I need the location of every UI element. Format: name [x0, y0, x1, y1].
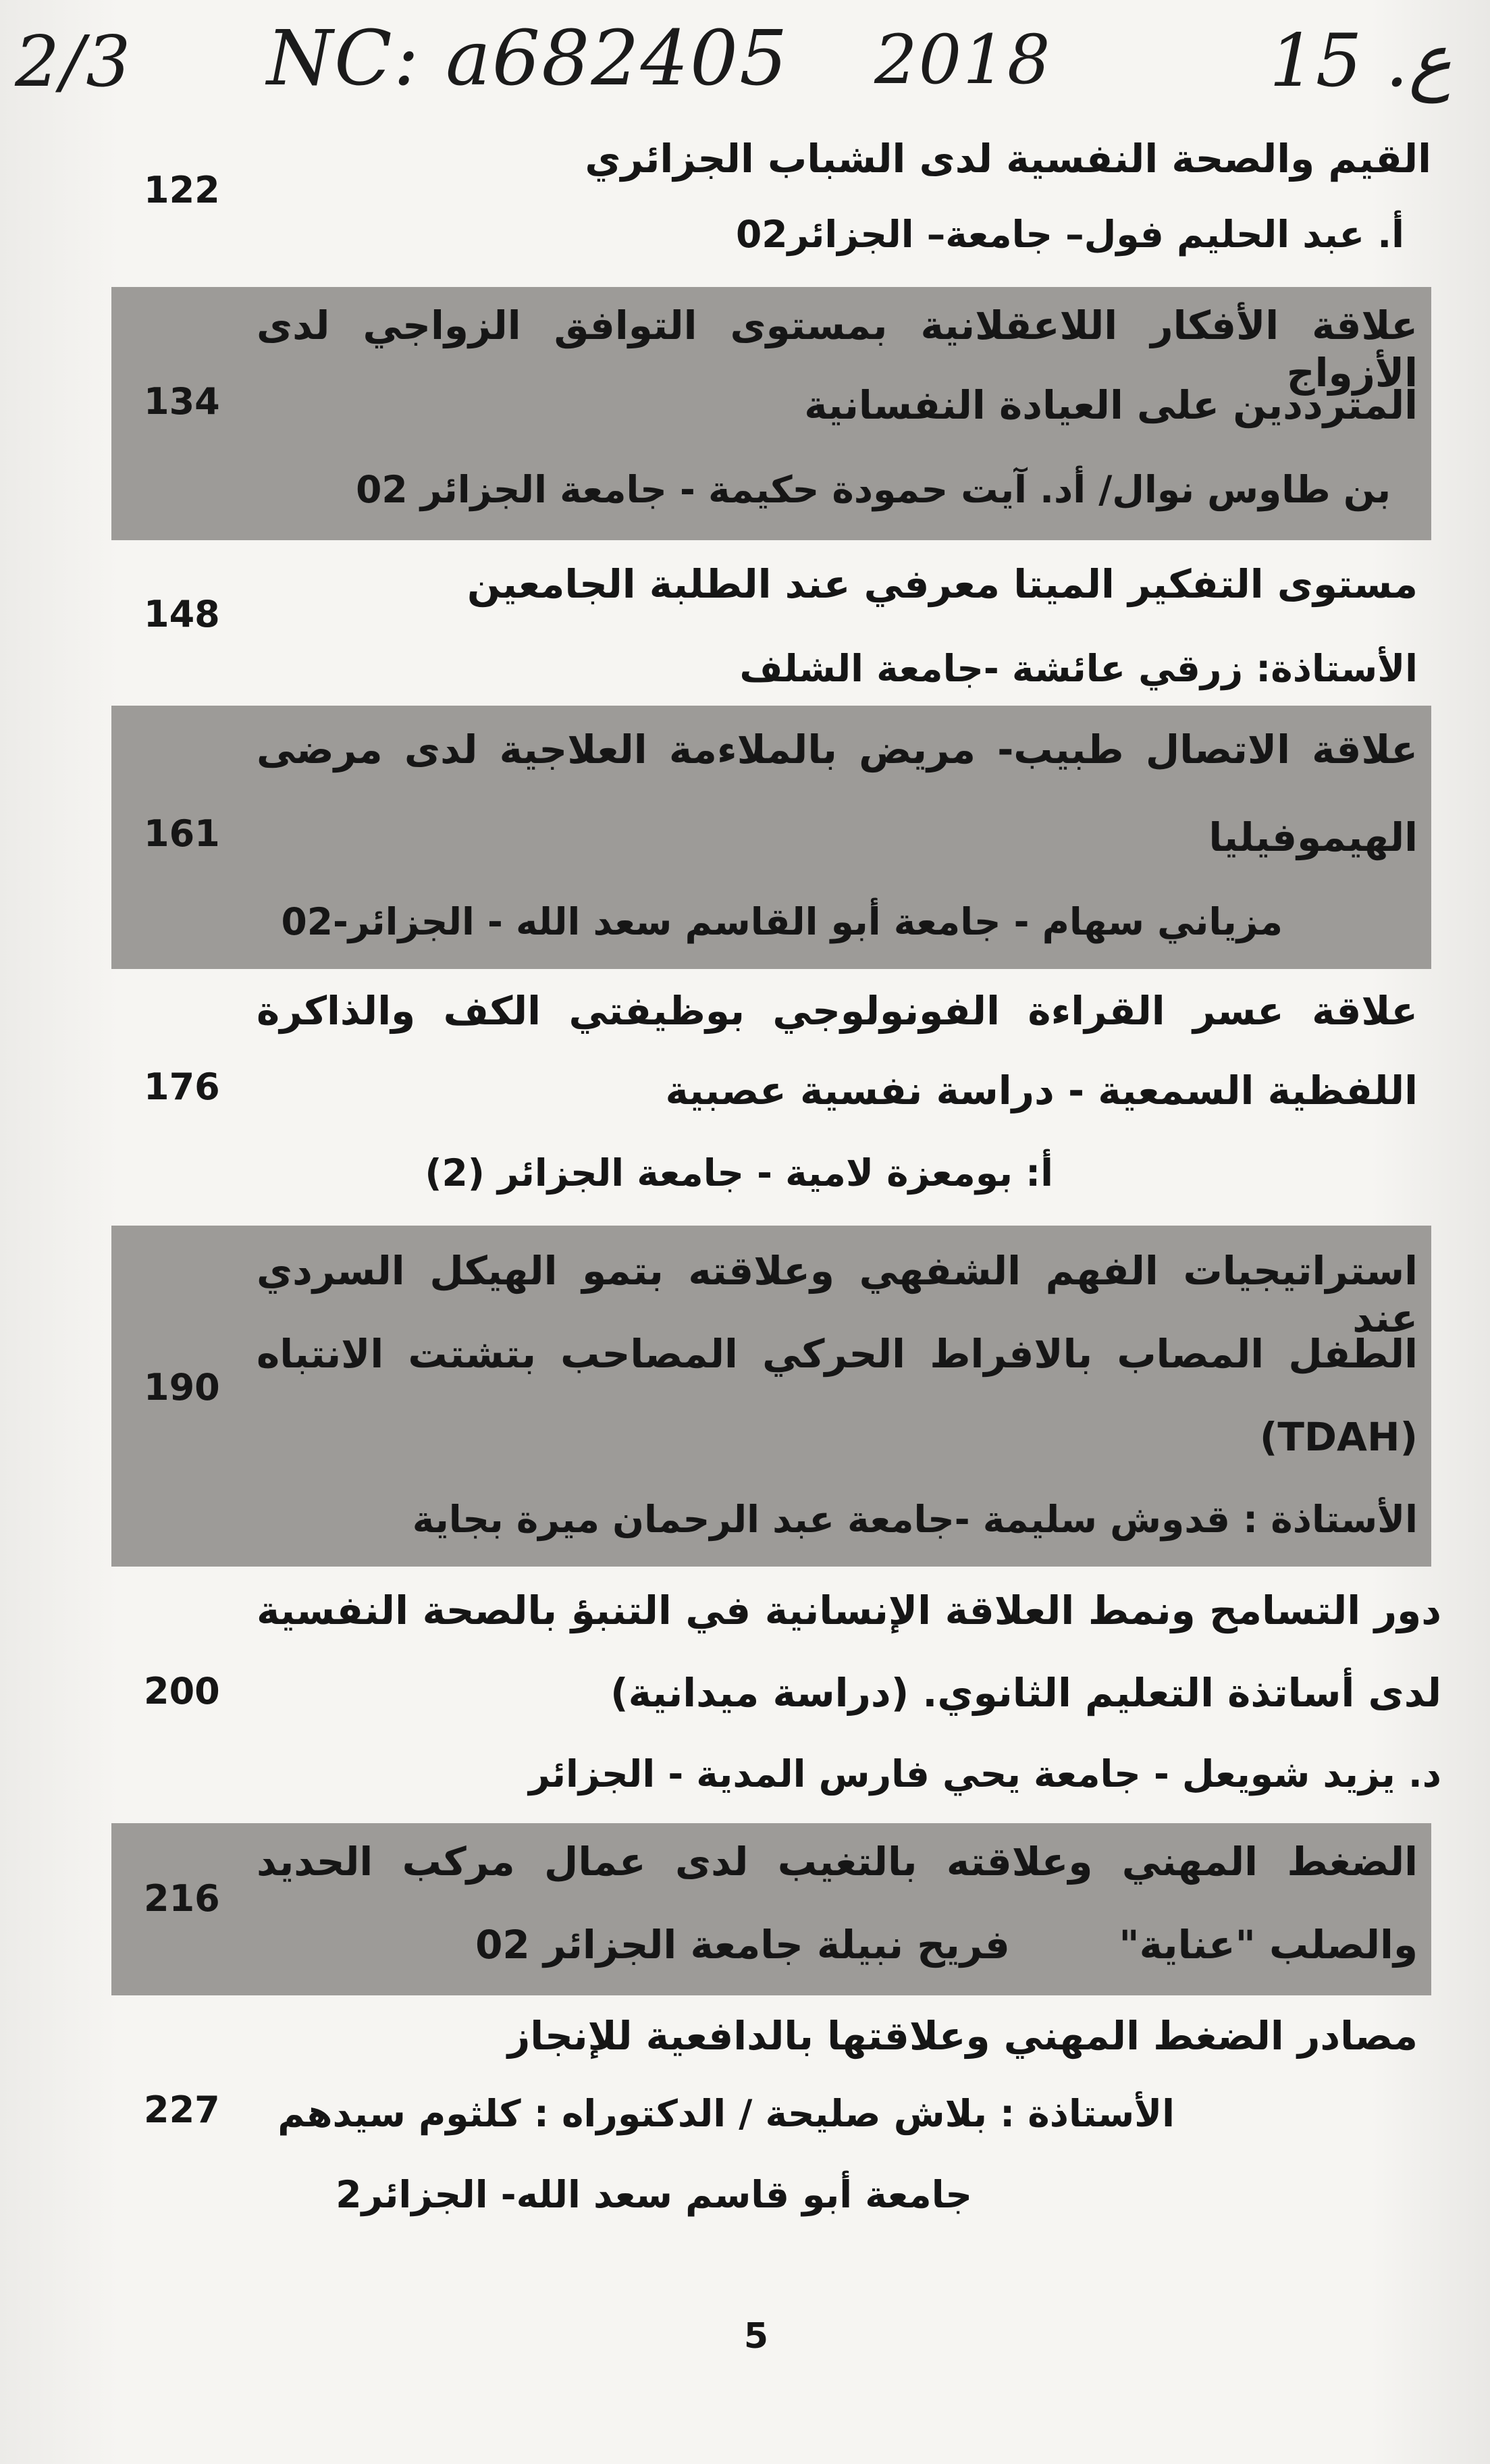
handwritten-mark-right: ع. 15	[1269, 19, 1452, 103]
page-ref: 148	[144, 593, 220, 635]
entry-author: الأستاذة : بلاش صليحة / الدكتوراه : كلثوم سيدهم	[277, 2092, 1175, 2135]
entry-title-line: استراتيجيات الفهم الشفهي وعلاقته بتمو الهيكل السردي عند	[257, 1248, 1418, 1341]
entry-title-line: دور التسامح ونمط العلاقة الإنسانية في التنبؤ بالصحة النفسية	[257, 1588, 1441, 1633]
entry-author: أ: بومعزة لامية - جامعة الجزائر (2)	[425, 1151, 1053, 1195]
entry-text	[257, 1573, 1441, 1816]
entry-title-line: علاقة الأفكار اللاعقلانية بمستوى التوافق الزواجي لدى الأزواج	[257, 303, 1418, 396]
page-ref: 200	[144, 1670, 220, 1712]
entry-title-line: والصلب "عناية" فريح نبيلة جامعة الجزائر 02	[475, 1922, 1418, 1968]
page-ref: 227	[144, 2089, 220, 2131]
entry-author: مزياني سهام - جامعة أبو القاسم سعد الله - الجزائر-02	[281, 900, 1283, 943]
page-ref: 134	[144, 380, 220, 423]
toc-entry	[111, 547, 1431, 702]
toc-entry	[111, 2002, 1431, 2245]
page-ref: 122	[144, 169, 220, 211]
entry-title-line: الهيموفيليا	[1208, 814, 1418, 860]
entry-text	[257, 972, 1418, 1222]
entry-text	[257, 706, 1418, 969]
toc-entry	[111, 1573, 1441, 1816]
entry-title-line: الطفل المصاب بالافراط الحركي المصاحب بتشتت الانتباه	[257, 1331, 1418, 1377]
entry-text	[257, 1823, 1418, 1995]
toc-entry	[111, 128, 1431, 280]
entry-title-line: لدى أساتذة التعليم الثانوي. (دراسة ميدانية)	[610, 1670, 1441, 1716]
toc-entry	[111, 1226, 1431, 1567]
toc-entry	[111, 1823, 1431, 1995]
entry-title-line: مستوى التفكير الميتا معرفي عند الطلبة الجامعين	[467, 561, 1418, 607]
entry-title-line: المترددين على العيادة النفسانية	[804, 382, 1418, 428]
handwritten-year: 2018	[874, 20, 1052, 99]
entry-text	[257, 1226, 1418, 1567]
entry-text	[257, 287, 1418, 540]
page-ref: 190	[144, 1366, 220, 1409]
page-ref: 216	[144, 1877, 220, 1920]
entry-author: أ. عبد الحليم فول– جامعة– الجزائر02	[735, 213, 1404, 256]
entry-title-line: القيم والصحة النفسية لدى الشباب الجزائري	[585, 136, 1431, 182]
toc-entry	[111, 287, 1431, 540]
entry-title-line: علاقة عسر القراءة الفونولوجي بوظيفتي الكف والذاكرة	[257, 988, 1418, 1034]
entry-author: د. يزيد شويعل - جامعة يحي فارس المدية - الجزائر	[529, 1752, 1441, 1795]
entry-author: الأستاذة: زرقي عائشة -جامعة الشلف	[739, 647, 1418, 690]
entry-text	[257, 2002, 1418, 2245]
entry-text	[257, 128, 1431, 280]
entry-author-affiliation: جامعة أبو قاسم سعد الله- الجزائر2	[336, 2173, 972, 2216]
entry-title-line: (TDAH)	[1259, 1414, 1418, 1460]
entry-text	[257, 547, 1418, 702]
toc-entry	[111, 972, 1431, 1222]
entry-title-line: اللفظية السمعية - دراسة نفسية عصبية	[665, 1068, 1418, 1113]
entry-author: بن طاوس نوال/ أد. آيت حمودة حكيمة - جامعة الجزائر 02	[356, 468, 1391, 511]
handwritten-mark-left: 2/3	[15, 20, 132, 103]
toc-entry	[111, 706, 1431, 969]
entry-title-line: علاقة الاتصال طبيب- مريض بالملاءمة العلاجية لدى مرضى	[257, 727, 1418, 772]
entry-author: الأستاذة : قدوش سليمة -جامعة عبد الرحمان ميرة بجاية	[412, 1498, 1418, 1541]
entry-title-line: الضغط المهني وعلاقته بالتغيب لدى عمال مركب الحديد	[257, 1839, 1418, 1885]
page-number: 5	[743, 2316, 769, 2357]
page-ref: 176	[144, 1066, 220, 1108]
entry-title-line: مصادر الضغط المهني وعلاقتها بالدافعية للإنجاز	[507, 2013, 1418, 2059]
page-ref: 161	[144, 812, 220, 855]
handwritten-reference: NC: a682405	[267, 15, 789, 103]
